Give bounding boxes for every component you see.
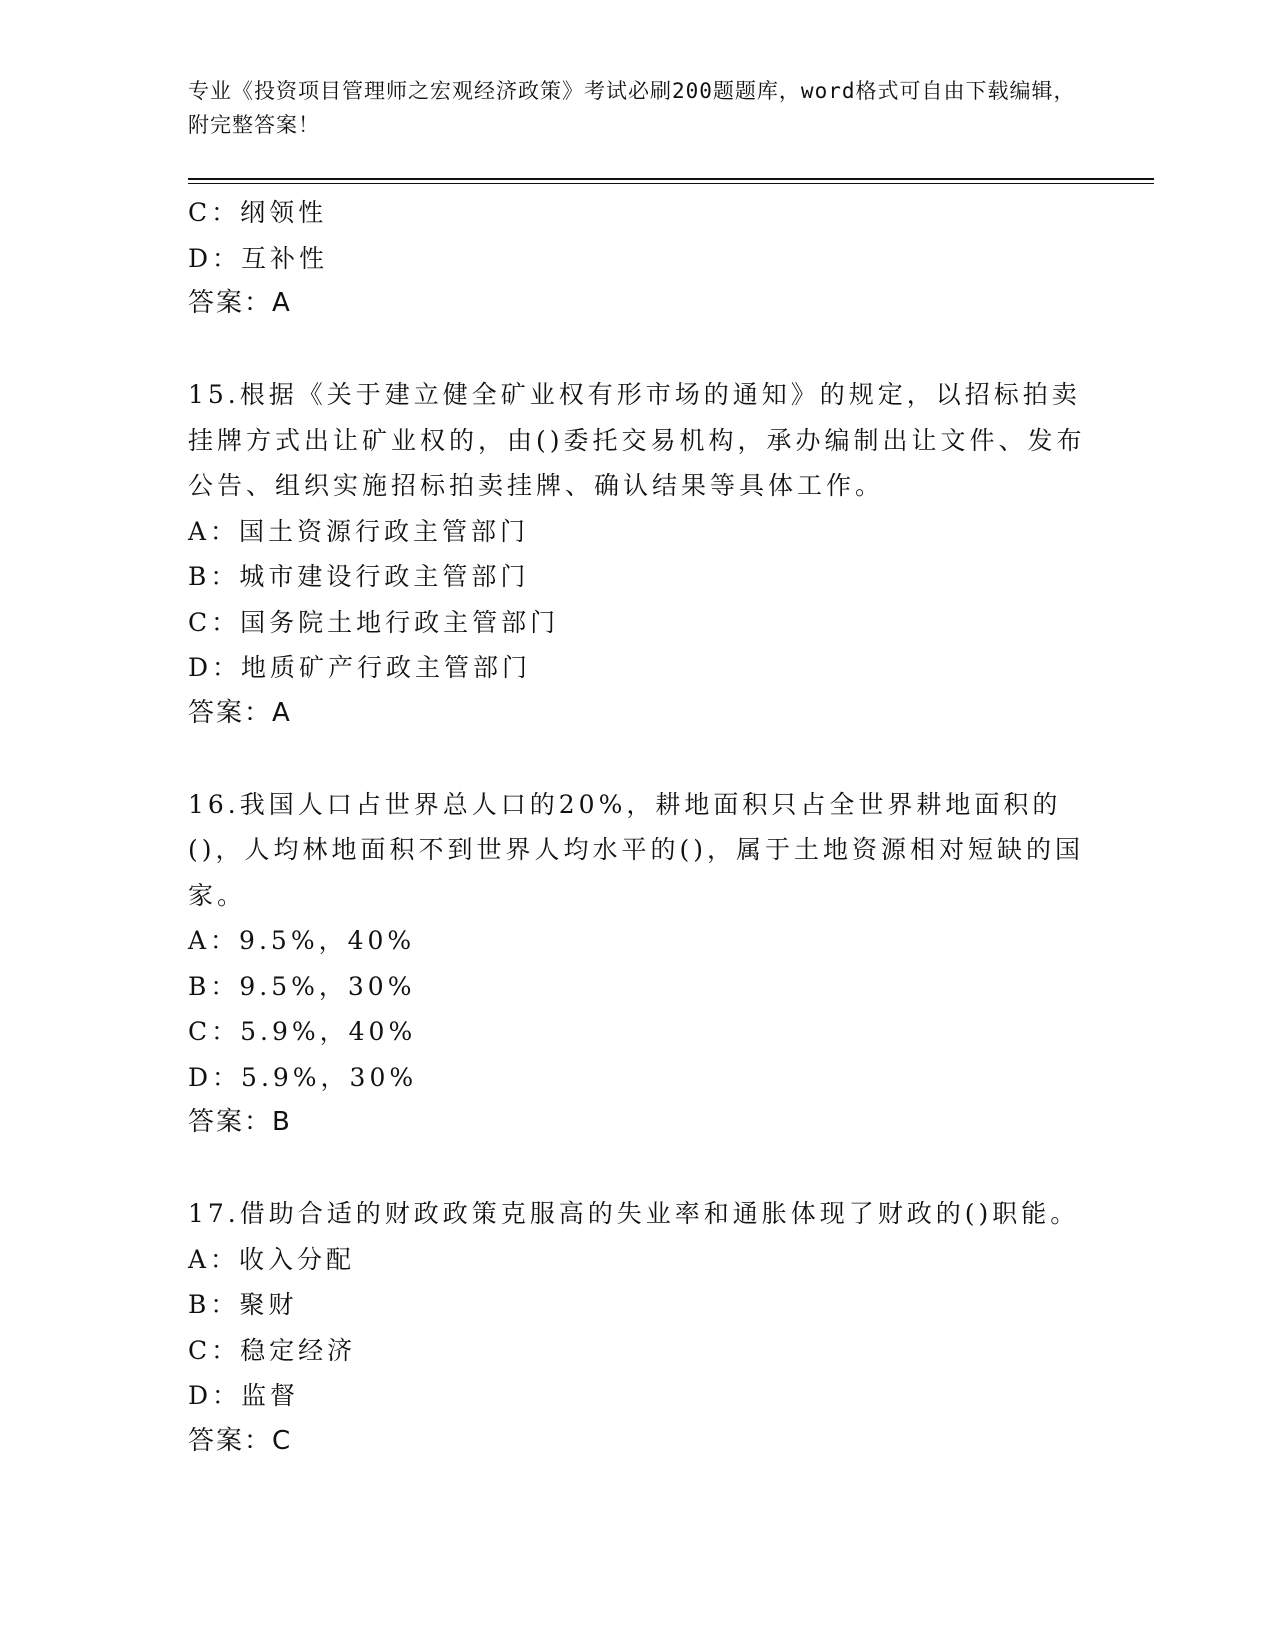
question-text: 15.根据《关于建立健全矿业权有形市场的通知》的规定，以招标拍卖挂牌方式出让矿业权的，由()委托交易机构，承办编制出让文件、发布公告、组织实施招标拍卖挂牌、确认结果等具体工作。 — [188, 380, 1086, 500]
answer-line: 答案：B — [188, 1107, 292, 1137]
option-c: C：纲领性 — [188, 198, 328, 227]
document-header: 专业《投资项目管理师之宏观经济政策》考试必刷200题题库，word格式可自由下载编辑，附完整答案！ — [188, 79, 1076, 137]
option-d: D：监督 — [188, 1381, 300, 1410]
option-d: D：互补性 — [188, 243, 329, 273]
header-rule-thick — [188, 178, 1154, 180]
spacer — [188, 1146, 1088, 1192]
question-content — [188, 190, 1088, 1464]
spacer — [188, 327, 1088, 373]
answer-line: 答案：A — [188, 697, 292, 728]
question-15 — [188, 372, 1088, 736]
header-rule-thin — [188, 183, 1154, 184]
option-c: C：5.9%，40% — [188, 1017, 417, 1046]
option-a: A：国土资源行政主管部门 — [188, 516, 530, 546]
option-b: B：城市建设行政主管部门 — [188, 562, 530, 591]
question-text: 16.我国人口占世界总人口的20%，耕地面积只占全世界耕地面积的()，人均林地面积不到世界人均水平的()，属于土地资源相对短缺的国家。 — [188, 789, 1085, 910]
continued-question — [188, 190, 1088, 327]
option-b: B：聚财 — [188, 1290, 298, 1319]
option-c: C：稳定经济 — [188, 1335, 357, 1365]
answer-line: 答案：A — [188, 288, 292, 318]
spacer — [188, 736, 1088, 782]
answer-line: 答案：C — [188, 1425, 293, 1456]
option-a: A：收入分配 — [188, 1244, 356, 1274]
option-d: D：5.9%，30% — [188, 1062, 418, 1092]
question-16 — [188, 782, 1088, 1146]
option-c: C：国务院土地行政主管部门 — [188, 607, 560, 637]
option-d: D：地质矿产行政主管部门 — [188, 653, 532, 682]
question-17 — [188, 1191, 1088, 1464]
option-b: B：9.5%，30% — [188, 971, 416, 1001]
option-a: A：9.5%，40% — [188, 926, 416, 955]
question-text: 17.借助合适的财政政策克服高的失业率和通胀体现了财政的()职能。 — [188, 1199, 1080, 1228]
